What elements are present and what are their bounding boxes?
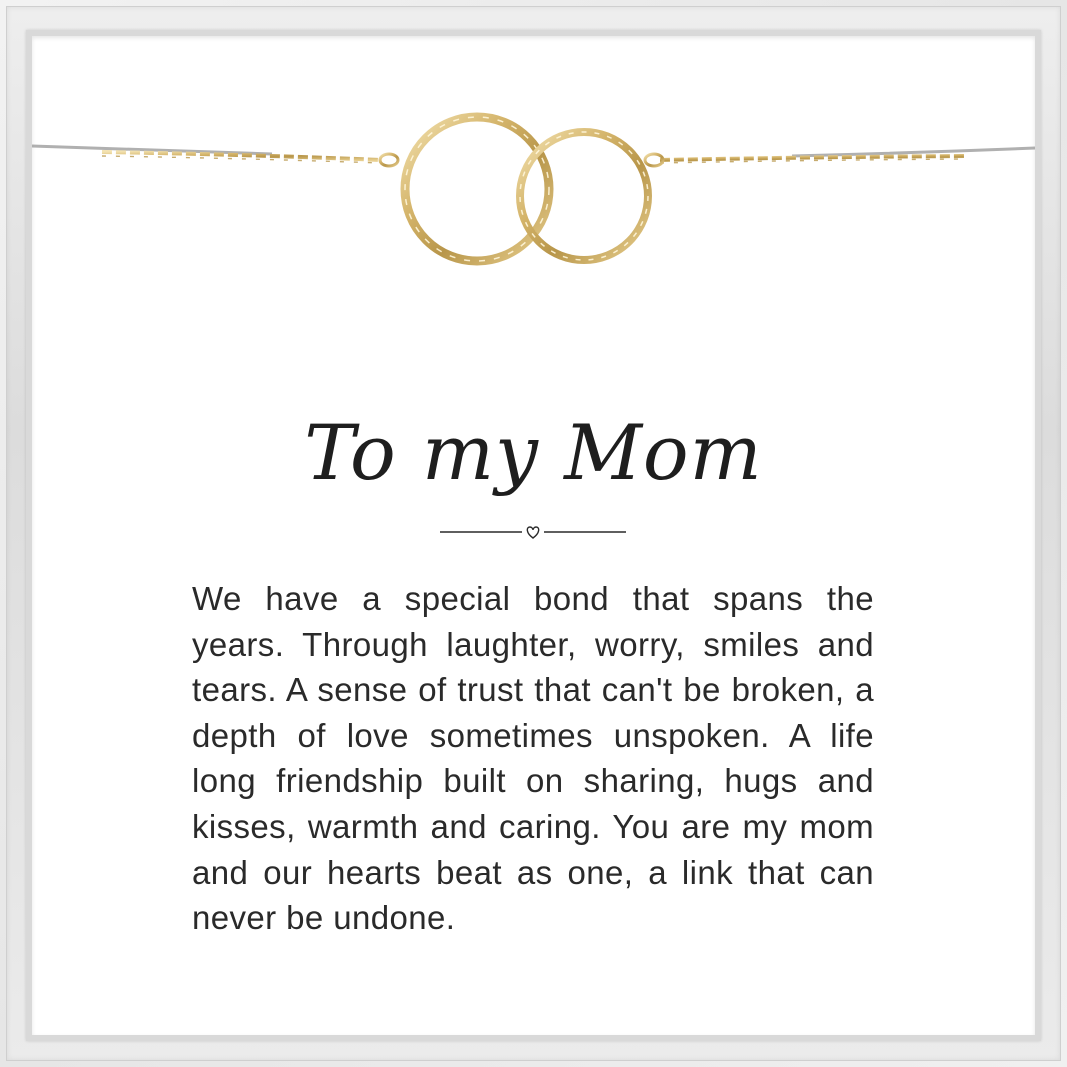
right-chain [660, 156, 967, 163]
card-message: We have a special bond that spans the years. Through laughter, worry, smiles and tears. A sense of trust that can't be broken, a depth of love sometimes unspoken. A life long friendship built on sharing, hugs and kisses, warmth and caring. You are my mom and our hearts beat as one, a link that can never be undone. [192, 580, 874, 937]
necklace-image [32, 36, 1035, 336]
heart-divider [440, 524, 626, 540]
heart-icon [527, 527, 538, 538]
card-title: To my Mom [304, 408, 763, 497]
left-chain [102, 152, 382, 163]
message-card [32, 36, 1035, 1035]
left-jump-ring [380, 154, 398, 166]
